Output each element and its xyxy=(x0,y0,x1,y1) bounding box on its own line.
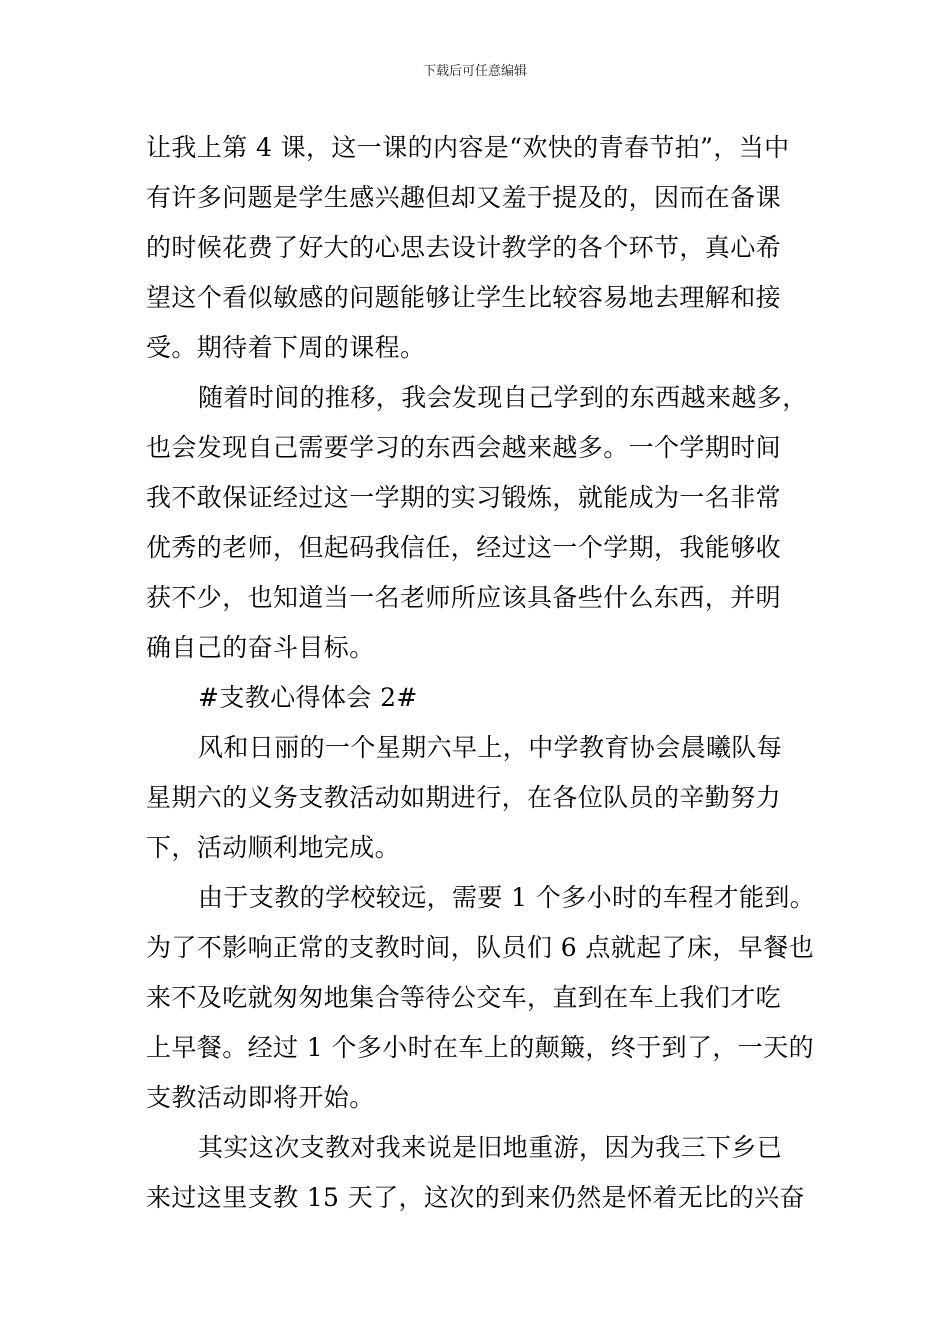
text-line: 也会发现自己需要学习的东西会越来越多。一个学期时间 xyxy=(146,433,782,462)
text-line: 望这个看似敏感的问题能够让学生比较容易地去理解和接 xyxy=(146,283,782,312)
text-line: 下，活动顺利地完成。 xyxy=(146,833,401,862)
text-line: 星期六的义务支教活动如期进行，在各位队员的辛勤努力 xyxy=(146,783,782,812)
text-line: 确自己的奋斗目标。 xyxy=(146,633,375,662)
paragraph-2 xyxy=(146,373,811,673)
text-line: 随着时间的推移，我会发现自己学到的东西越来越多， xyxy=(198,383,808,412)
text-line: 获不少，也知道当一名老师所应该具备些什么东西，并明 xyxy=(146,583,782,612)
paragraph-5 xyxy=(146,1123,811,1223)
text-line: 支教活动即将开始。 xyxy=(146,1083,375,1112)
text-line: 由于支教的学校较远，需要 1 个多小时的车程才能到。 xyxy=(198,883,816,912)
paragraph-4 xyxy=(146,873,816,1123)
text-line: 受。期待着下周的课程。 xyxy=(146,333,426,362)
text-line: 其实这次支教对我来说是旧地重游，因为我三下乡已 xyxy=(198,1133,783,1162)
document-body xyxy=(146,123,816,1223)
text-line: 来不及吃就匆匆地集合等待公交车，直到在车上我们才吃 xyxy=(146,983,782,1012)
text-line: 让我上第 4 课，这一课的内容是“欢快的青春节拍”，当中 xyxy=(146,133,790,162)
paragraph-1 xyxy=(146,123,811,373)
text-line: 优秀的老师，但起码我信任，经过这一个学期，我能够收 xyxy=(146,533,782,562)
text-line: 我不敢保证经过这一学期的实习锻炼，就能成为一名非常 xyxy=(146,483,782,512)
text-line: 风和日丽的一个星期六早上，中学教育协会晨曦队每 xyxy=(198,733,783,762)
text-line: 的时候花费了好大的心思去设计教学的各个环节，真心希 xyxy=(146,233,782,262)
page-header-note: 下载后可任意编辑 xyxy=(422,64,527,79)
heading-text: #支教心得体会 2# xyxy=(198,683,418,712)
text-line: 有许多问题是学生感兴趣但却又羞于提及的，因而在备课 xyxy=(146,183,782,212)
text-line: 上早餐。经过 1 个多小时在车上的颠簸，终于到了，一天的 xyxy=(146,1033,815,1062)
section-heading xyxy=(146,673,811,723)
text-line: 来过这里支教 15 天了，这次的到来仍然是怀着无比的兴奋 xyxy=(146,1183,805,1212)
paragraph-3 xyxy=(146,723,811,873)
text-line: 为了不影响正常的支教时间，队员们 6 点就起了床，早餐也 xyxy=(146,933,815,962)
